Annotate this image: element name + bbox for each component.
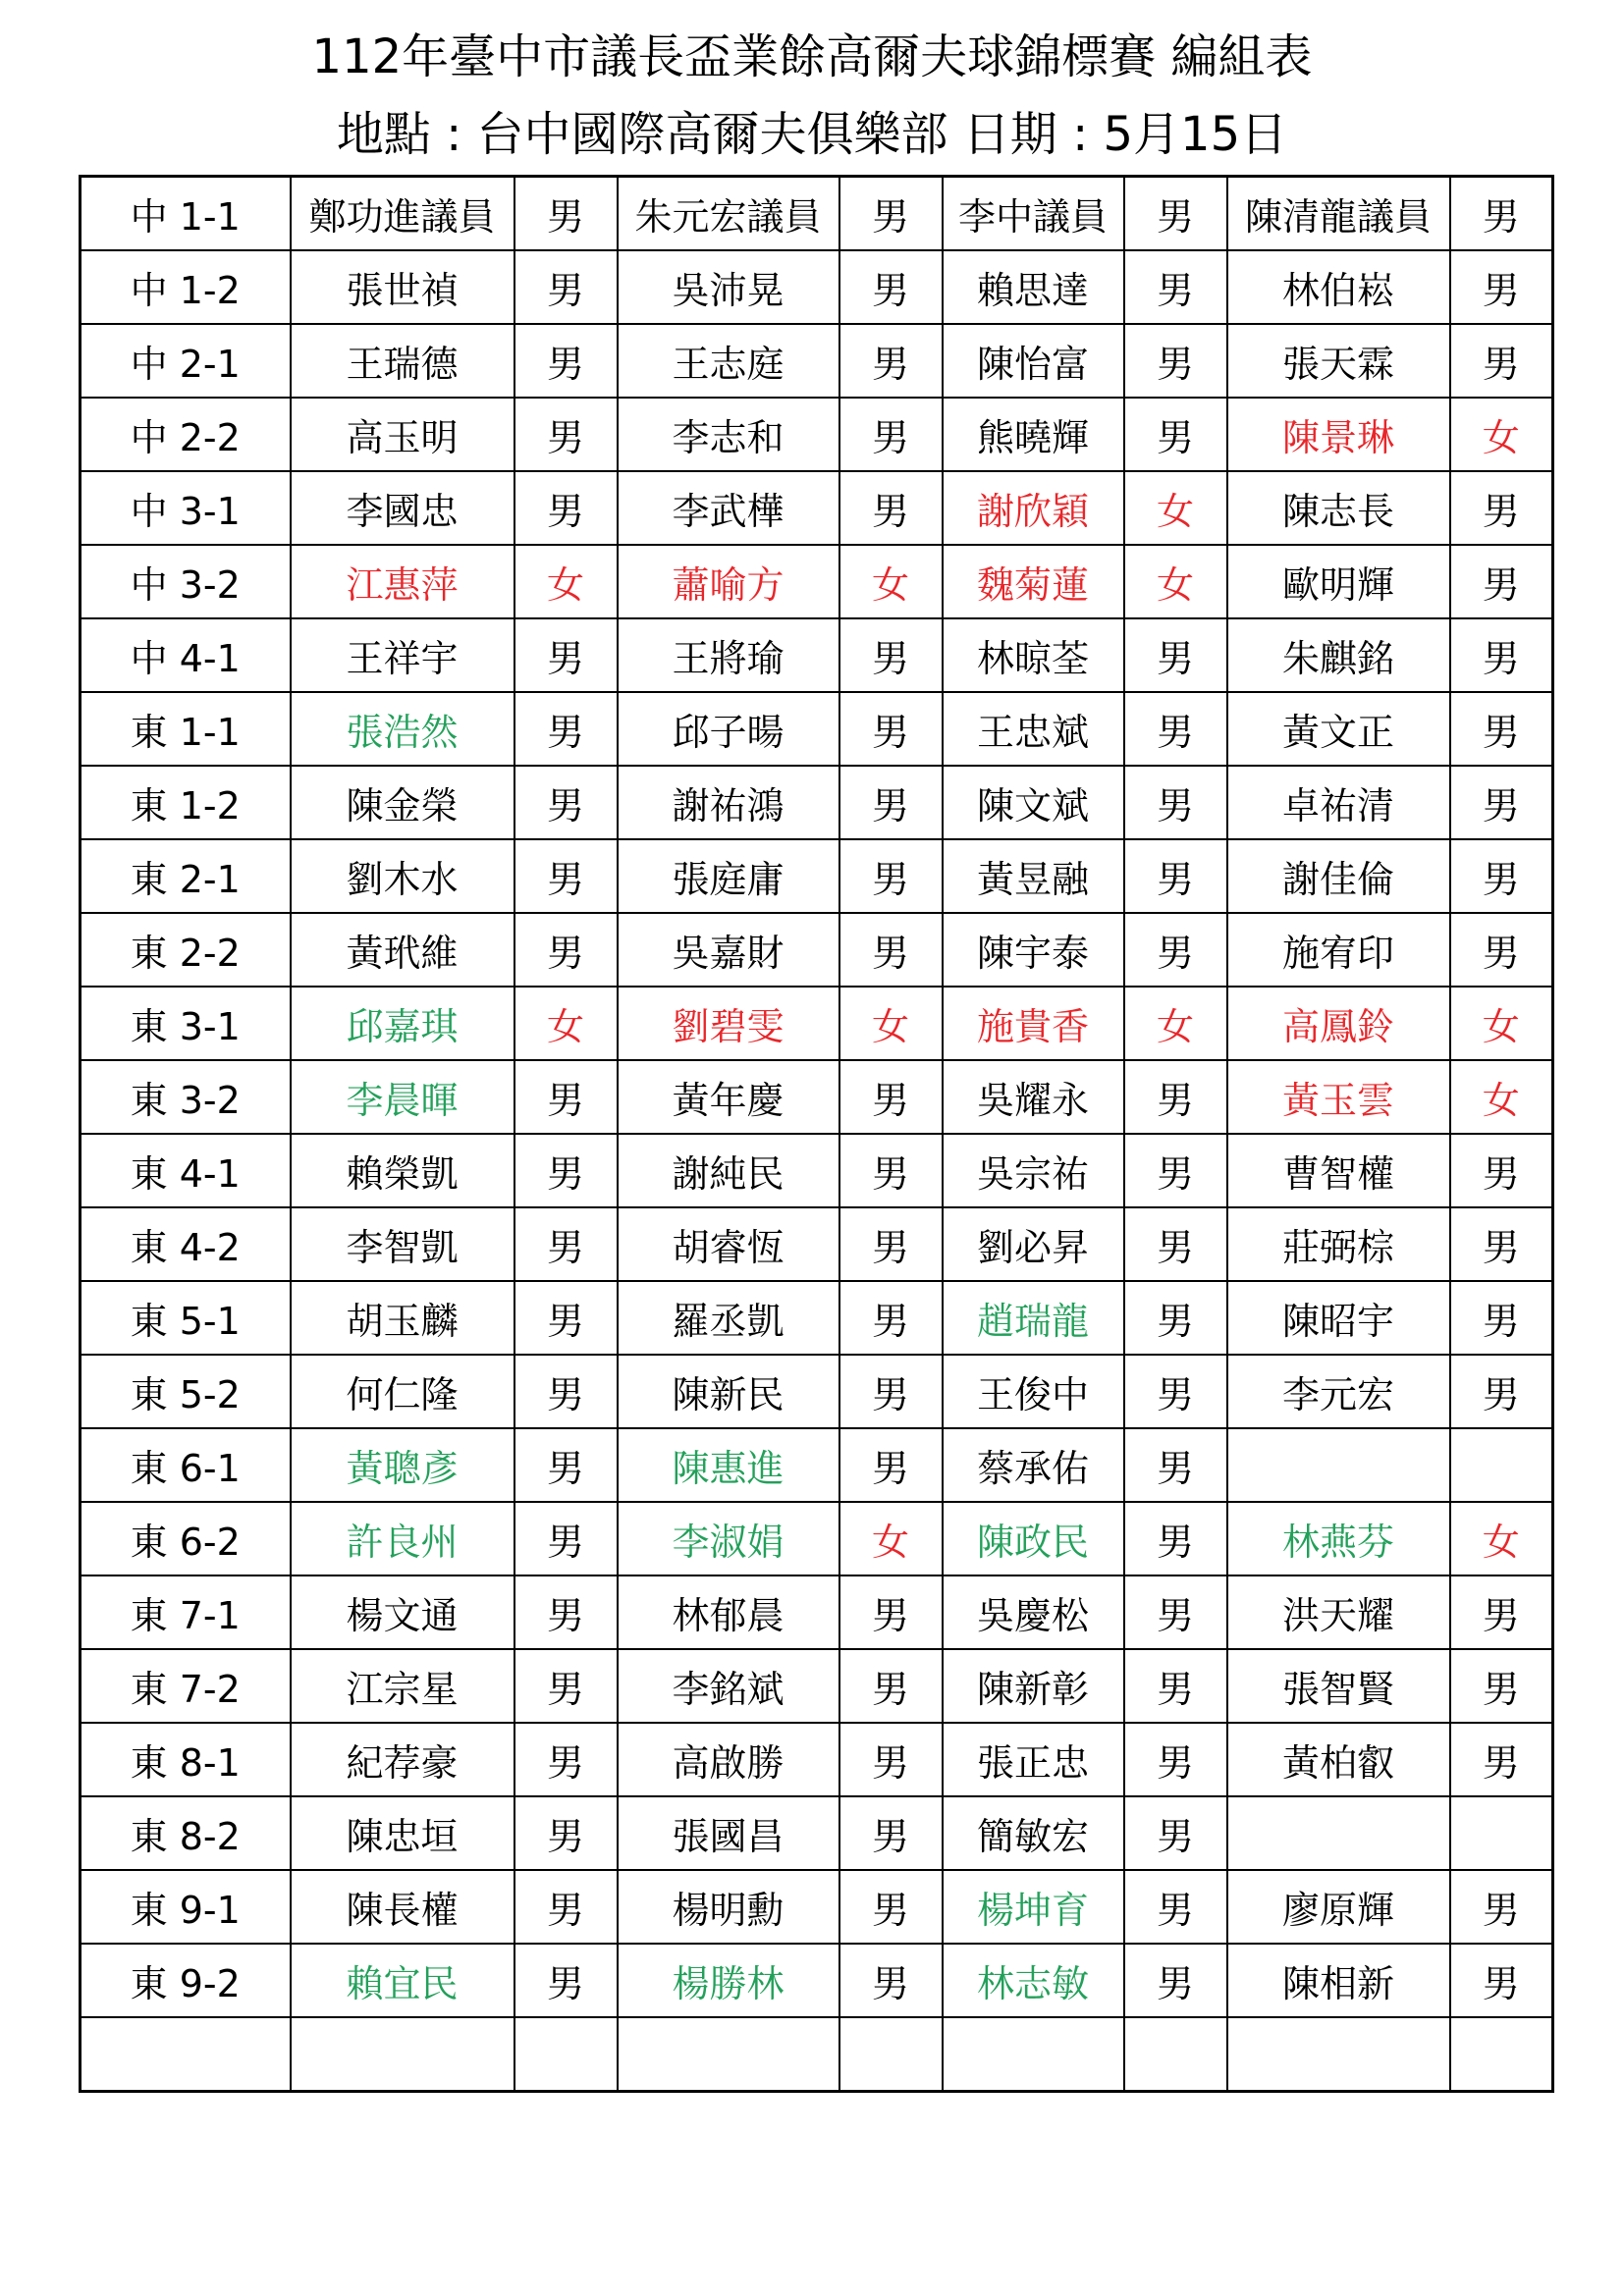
player-sex-cell: 男 — [839, 1207, 943, 1281]
player-sex-cell: 男 — [839, 1428, 943, 1502]
player-sex-cell: 男 — [1124, 324, 1227, 398]
player-sex-cell: 男 — [839, 839, 943, 913]
player-sex-cell: 男 — [1124, 1575, 1227, 1649]
player-sex-cell: 男 — [839, 766, 943, 839]
player-sex-cell: 男 — [839, 1134, 943, 1207]
player-sex-cell: 男 — [1124, 1870, 1227, 1944]
player-name-cell: 楊勝林 — [618, 1944, 839, 2017]
player-sex-cell: 男 — [839, 692, 943, 766]
player-name-cell: 曹智權 — [1227, 1134, 1450, 1207]
group-cell: 中 3-2 — [81, 545, 291, 618]
table-row — [81, 398, 1553, 471]
player-name-cell: 邱嘉琪 — [291, 987, 514, 1060]
group-cell: 東 5-1 — [81, 1281, 291, 1355]
group-cell: 東 4-2 — [81, 1207, 291, 1281]
player-sex-cell: 男 — [514, 692, 618, 766]
player-sex-cell: 男 — [1450, 913, 1553, 987]
player-sex-cell: 男 — [1450, 692, 1553, 766]
player-name-cell: 黃文正 — [1227, 692, 1450, 766]
player-name-cell: 吳耀永 — [943, 1060, 1124, 1134]
player-sex-cell: 男 — [514, 471, 618, 545]
player-name-cell: 吳嘉財 — [618, 913, 839, 987]
player-name-cell: 許良州 — [291, 1502, 514, 1575]
player-name-cell: 陳長權 — [291, 1870, 514, 1944]
player-sex-cell: 男 — [1124, 1134, 1227, 1207]
player-sex-cell: 男 — [1124, 1428, 1227, 1502]
player-sex-cell: 男 — [514, 766, 618, 839]
player-name-cell: 李國忠 — [291, 471, 514, 545]
player-name-cell: 吳慶松 — [943, 1575, 1124, 1649]
player-sex-cell: 男 — [839, 1060, 943, 1134]
group-cell: 中 2-1 — [81, 324, 291, 398]
group-cell: 中 3-1 — [81, 471, 291, 545]
table-row — [81, 1502, 1553, 1575]
player-sex-cell: 男 — [839, 1575, 943, 1649]
player-sex-cell: 男 — [514, 398, 618, 471]
player-name-cell: 黃玉雲 — [1227, 1060, 1450, 1134]
player-sex-cell: 男 — [514, 1870, 618, 1944]
player-name-cell: 謝佳倫 — [1227, 839, 1450, 913]
player-sex-cell: 男 — [514, 1428, 618, 1502]
player-name-cell: 張國昌 — [618, 1796, 839, 1870]
player-sex-cell: 男 — [839, 1796, 943, 1870]
player-name-cell: 楊文通 — [291, 1575, 514, 1649]
group-cell: 東 7-2 — [81, 1649, 291, 1723]
player-name-cell — [1227, 1428, 1450, 1502]
player-name-cell: 李淑娟 — [618, 1502, 839, 1575]
group-cell: 東 5-2 — [81, 1355, 291, 1428]
player-name-cell: 楊坤育 — [943, 1870, 1124, 1944]
table-row — [81, 1944, 1553, 2017]
table-row — [81, 987, 1553, 1060]
player-name-cell: 熊曉輝 — [943, 398, 1124, 471]
player-sex-cell: 男 — [1450, 1207, 1553, 1281]
player-name-cell: 胡玉麟 — [291, 1281, 514, 1355]
table-row — [81, 618, 1553, 692]
player-sex-cell: 男 — [514, 1060, 618, 1134]
player-sex-cell: 男 — [839, 1723, 943, 1796]
player-sex-cell: 男 — [1450, 1944, 1553, 2017]
group-cell: 東 8-1 — [81, 1723, 291, 1796]
player-name-cell: 陳金榮 — [291, 766, 514, 839]
player-sex-cell: 男 — [1450, 545, 1553, 618]
player-name-cell: 賴宜民 — [291, 1944, 514, 2017]
player-sex-cell: 男 — [1124, 398, 1227, 471]
table-row — [81, 1207, 1553, 1281]
player-sex-cell: 男 — [1450, 1723, 1553, 1796]
player-name-cell: 張庭庸 — [618, 839, 839, 913]
player-name-cell: 林晾荃 — [943, 618, 1124, 692]
group-cell: 中 4-1 — [81, 618, 291, 692]
player-sex-cell: 男 — [1124, 1649, 1227, 1723]
player-sex-cell: 男 — [1124, 1723, 1227, 1796]
player-sex-cell: 男 — [1450, 177, 1553, 251]
group-cell: 東 3-2 — [81, 1060, 291, 1134]
player-name-cell: 卓祐清 — [1227, 766, 1450, 839]
player-name-cell: 王瑞德 — [291, 324, 514, 398]
player-sex-cell: 男 — [1450, 1649, 1553, 1723]
player-name-cell: 張天霖 — [1227, 324, 1450, 398]
player-name-cell: 李武樺 — [618, 471, 839, 545]
player-sex-cell — [839, 2017, 943, 2092]
player-name-cell: 吳沛晃 — [618, 250, 839, 324]
group-cell: 東 6-2 — [81, 1502, 291, 1575]
player-sex-cell: 男 — [1124, 1796, 1227, 1870]
player-name-cell — [291, 2017, 514, 2092]
player-name-cell: 江惠萍 — [291, 545, 514, 618]
table-row — [81, 692, 1553, 766]
page-title: 112年臺中市議長盃業餘高爾夫球錦標賽 編組表 — [311, 29, 1313, 84]
player-sex-cell: 男 — [839, 250, 943, 324]
player-name-cell: 陳惠進 — [618, 1428, 839, 1502]
player-sex-cell: 男 — [1450, 324, 1553, 398]
player-sex-cell: 女 — [514, 987, 618, 1060]
group-cell: 東 2-1 — [81, 839, 291, 913]
player-sex-cell: 男 — [514, 839, 618, 913]
table-row — [81, 471, 1553, 545]
player-name-cell: 歐明輝 — [1227, 545, 1450, 618]
player-name-cell: 李智凱 — [291, 1207, 514, 1281]
player-name-cell: 林志敏 — [943, 1944, 1124, 2017]
player-name-cell: 魏菊蓮 — [943, 545, 1124, 618]
player-name-cell: 王祥宇 — [291, 618, 514, 692]
player-sex-cell: 男 — [1450, 1134, 1553, 1207]
group-cell: 中 1-1 — [81, 177, 291, 251]
player-sex-cell: 男 — [839, 471, 943, 545]
player-sex-cell: 男 — [514, 1281, 618, 1355]
player-sex-cell: 男 — [1124, 1060, 1227, 1134]
player-sex-cell: 男 — [514, 324, 618, 398]
group-cell — [81, 2017, 291, 2092]
player-name-cell: 陳政民 — [943, 1502, 1124, 1575]
player-name-cell: 李中議員 — [943, 177, 1124, 251]
player-name-cell: 黃聰彥 — [291, 1428, 514, 1502]
table-row — [81, 1649, 1553, 1723]
player-name-cell: 高鳳鈴 — [1227, 987, 1450, 1060]
group-cell: 東 7-1 — [81, 1575, 291, 1649]
player-name-cell: 江宗星 — [291, 1649, 514, 1723]
player-name-cell: 陳怡富 — [943, 324, 1124, 398]
player-name-cell: 王志庭 — [618, 324, 839, 398]
player-name-cell: 陳新民 — [618, 1355, 839, 1428]
player-name-cell: 賴榮凱 — [291, 1134, 514, 1207]
player-sex-cell: 男 — [839, 1944, 943, 2017]
table-row — [81, 324, 1553, 398]
player-sex-cell — [514, 2017, 618, 2092]
player-name-cell: 施宥印 — [1227, 913, 1450, 987]
player-sex-cell: 男 — [514, 913, 618, 987]
player-name-cell: 胡睿恆 — [618, 1207, 839, 1281]
player-name-cell: 張正忠 — [943, 1723, 1124, 1796]
player-name-cell: 趙瑞龍 — [943, 1281, 1124, 1355]
player-sex-cell: 男 — [514, 1944, 618, 2017]
group-cell: 東 2-2 — [81, 913, 291, 987]
player-sex-cell: 女 — [514, 545, 618, 618]
player-sex-cell: 男 — [514, 1134, 618, 1207]
player-name-cell: 張世禎 — [291, 250, 514, 324]
player-sex-cell: 男 — [1124, 1502, 1227, 1575]
player-sex-cell: 男 — [839, 618, 943, 692]
player-name-cell: 王將瑜 — [618, 618, 839, 692]
player-sex-cell: 男 — [514, 1207, 618, 1281]
player-name-cell: 張浩然 — [291, 692, 514, 766]
player-name-cell: 廖原輝 — [1227, 1870, 1450, 1944]
table-row — [81, 1428, 1553, 1502]
player-name-cell: 蔡承佑 — [943, 1428, 1124, 1502]
player-name-cell: 邱子暘 — [618, 692, 839, 766]
player-sex-cell: 男 — [839, 913, 943, 987]
player-name-cell: 施貴香 — [943, 987, 1124, 1060]
player-sex-cell: 男 — [1124, 1944, 1227, 2017]
player-sex-cell: 男 — [514, 1723, 618, 1796]
player-sex-cell: 女 — [1124, 545, 1227, 618]
player-sex-cell: 男 — [1124, 1281, 1227, 1355]
player-sex-cell: 男 — [839, 324, 943, 398]
player-sex-cell: 男 — [839, 177, 943, 251]
table-row — [81, 2017, 1553, 2092]
player-sex-cell — [1124, 2017, 1227, 2092]
player-sex-cell: 男 — [1450, 471, 1553, 545]
player-name-cell: 李晨暉 — [291, 1060, 514, 1134]
group-cell: 東 9-1 — [81, 1870, 291, 1944]
player-name-cell: 劉碧雯 — [618, 987, 839, 1060]
player-sex-cell: 男 — [514, 1355, 618, 1428]
player-sex-cell: 女 — [1450, 398, 1553, 471]
player-sex-cell: 男 — [514, 1796, 618, 1870]
player-sex-cell: 女 — [1450, 1060, 1553, 1134]
player-name-cell: 林郁晨 — [618, 1575, 839, 1649]
player-sex-cell: 男 — [1124, 250, 1227, 324]
player-name-cell: 羅丞凱 — [618, 1281, 839, 1355]
player-name-cell: 高啟勝 — [618, 1723, 839, 1796]
player-name-cell — [1227, 1796, 1450, 1870]
page-subtitle: 地點 : 台中國際高爾夫俱樂部 日期 : 5月15日 — [336, 107, 1288, 162]
pairing-table — [79, 175, 1554, 2093]
group-cell: 東 9-2 — [81, 1944, 291, 2017]
player-name-cell: 陳昭宇 — [1227, 1281, 1450, 1355]
player-sex-cell: 男 — [1450, 618, 1553, 692]
player-sex-cell: 女 — [839, 987, 943, 1060]
player-name-cell: 陳忠垣 — [291, 1796, 514, 1870]
player-sex-cell: 男 — [839, 398, 943, 471]
player-name-cell: 陳清龍議員 — [1227, 177, 1450, 251]
player-sex-cell: 男 — [1450, 839, 1553, 913]
table-row — [81, 177, 1553, 251]
player-name-cell: 黃昱融 — [943, 839, 1124, 913]
player-name-cell: 陳新彰 — [943, 1649, 1124, 1723]
player-name-cell: 簡敏宏 — [943, 1796, 1124, 1870]
table-row — [81, 1575, 1553, 1649]
player-name-cell: 何仁隆 — [291, 1355, 514, 1428]
player-sex-cell: 男 — [1124, 1207, 1227, 1281]
player-sex-cell: 男 — [514, 618, 618, 692]
player-sex-cell: 男 — [839, 1649, 943, 1723]
player-name-cell: 洪天耀 — [1227, 1575, 1450, 1649]
player-sex-cell: 男 — [1124, 692, 1227, 766]
player-sex-cell: 男 — [514, 1575, 618, 1649]
player-name-cell: 高玉明 — [291, 398, 514, 471]
player-name-cell: 黃玳維 — [291, 913, 514, 987]
player-sex-cell: 男 — [1124, 766, 1227, 839]
player-sex-cell: 男 — [1450, 1281, 1553, 1355]
player-name-cell: 謝祐鴻 — [618, 766, 839, 839]
player-sex-cell: 男 — [1450, 1870, 1553, 1944]
player-name-cell: 朱元宏議員 — [618, 177, 839, 251]
player-sex-cell: 男 — [1124, 618, 1227, 692]
player-name-cell: 陳宇泰 — [943, 913, 1124, 987]
table-row — [81, 545, 1553, 618]
player-sex-cell: 男 — [514, 250, 618, 324]
player-sex-cell: 女 — [1124, 471, 1227, 545]
player-sex-cell: 女 — [1124, 987, 1227, 1060]
player-name-cell: 劉木水 — [291, 839, 514, 913]
group-cell: 中 1-2 — [81, 250, 291, 324]
player-name-cell — [618, 2017, 839, 2092]
player-sex-cell — [1450, 1428, 1553, 1502]
player-name-cell: 陳志長 — [1227, 471, 1450, 545]
player-name-cell: 賴思達 — [943, 250, 1124, 324]
table-row — [81, 766, 1553, 839]
player-sex-cell: 女 — [1450, 1502, 1553, 1575]
player-sex-cell: 男 — [514, 1502, 618, 1575]
player-name-cell: 張智賢 — [1227, 1649, 1450, 1723]
player-sex-cell: 男 — [514, 177, 618, 251]
player-name-cell: 謝欣穎 — [943, 471, 1124, 545]
player-sex-cell: 男 — [1450, 250, 1553, 324]
player-name-cell: 王忠斌 — [943, 692, 1124, 766]
table-row — [81, 1723, 1553, 1796]
player-sex-cell: 男 — [1124, 839, 1227, 913]
table-row — [81, 250, 1553, 324]
player-name-cell: 吳宗祐 — [943, 1134, 1124, 1207]
player-sex-cell: 男 — [514, 1649, 618, 1723]
player-name-cell: 李志和 — [618, 398, 839, 471]
player-name-cell: 林伯崧 — [1227, 250, 1450, 324]
player-name-cell: 莊弼棕 — [1227, 1207, 1450, 1281]
player-name-cell — [1227, 2017, 1450, 2092]
group-cell: 中 2-2 — [81, 398, 291, 471]
player-sex-cell — [1450, 2017, 1553, 2092]
player-name-cell: 謝純民 — [618, 1134, 839, 1207]
player-sex-cell: 男 — [839, 1870, 943, 1944]
table-row — [81, 913, 1553, 987]
group-cell: 東 1-1 — [81, 692, 291, 766]
player-name-cell: 王俊中 — [943, 1355, 1124, 1428]
player-name-cell: 紀荐豪 — [291, 1723, 514, 1796]
table-row — [81, 1134, 1553, 1207]
player-sex-cell: 男 — [1124, 913, 1227, 987]
group-cell: 東 6-1 — [81, 1428, 291, 1502]
table-row — [81, 1796, 1553, 1870]
player-name-cell: 陳文斌 — [943, 766, 1124, 839]
player-name-cell: 黃柏叡 — [1227, 1723, 1450, 1796]
player-sex-cell: 男 — [1450, 1575, 1553, 1649]
player-sex-cell: 女 — [839, 1502, 943, 1575]
group-cell: 東 3-1 — [81, 987, 291, 1060]
player-sex-cell — [1450, 1796, 1553, 1870]
player-sex-cell: 男 — [1124, 1355, 1227, 1428]
player-name-cell: 林燕芬 — [1227, 1502, 1450, 1575]
group-cell: 東 1-2 — [81, 766, 291, 839]
player-sex-cell: 男 — [1450, 1355, 1553, 1428]
player-name-cell: 李銘斌 — [618, 1649, 839, 1723]
player-name-cell: 陳相新 — [1227, 1944, 1450, 2017]
table-row — [81, 1060, 1553, 1134]
group-cell: 東 4-1 — [81, 1134, 291, 1207]
player-sex-cell: 女 — [839, 545, 943, 618]
player-name-cell: 蕭喻方 — [618, 545, 839, 618]
player-sex-cell: 男 — [1124, 177, 1227, 251]
player-name-cell: 李元宏 — [1227, 1355, 1450, 1428]
table-row — [81, 1870, 1553, 1944]
table-row — [81, 1355, 1553, 1428]
player-name-cell: 楊明勳 — [618, 1870, 839, 1944]
group-cell: 東 8-2 — [81, 1796, 291, 1870]
table-row — [81, 1281, 1553, 1355]
player-sex-cell: 男 — [839, 1281, 943, 1355]
player-sex-cell: 男 — [839, 1355, 943, 1428]
player-name-cell: 鄭功進議員 — [291, 177, 514, 251]
table-row — [81, 839, 1553, 913]
player-sex-cell: 女 — [1450, 987, 1553, 1060]
player-name-cell: 劉必昇 — [943, 1207, 1124, 1281]
player-name-cell: 朱麒銘 — [1227, 618, 1450, 692]
player-name-cell: 陳景琳 — [1227, 398, 1450, 471]
player-name-cell: 黃年慶 — [618, 1060, 839, 1134]
player-sex-cell: 男 — [1450, 766, 1553, 839]
player-name-cell — [943, 2017, 1124, 2092]
